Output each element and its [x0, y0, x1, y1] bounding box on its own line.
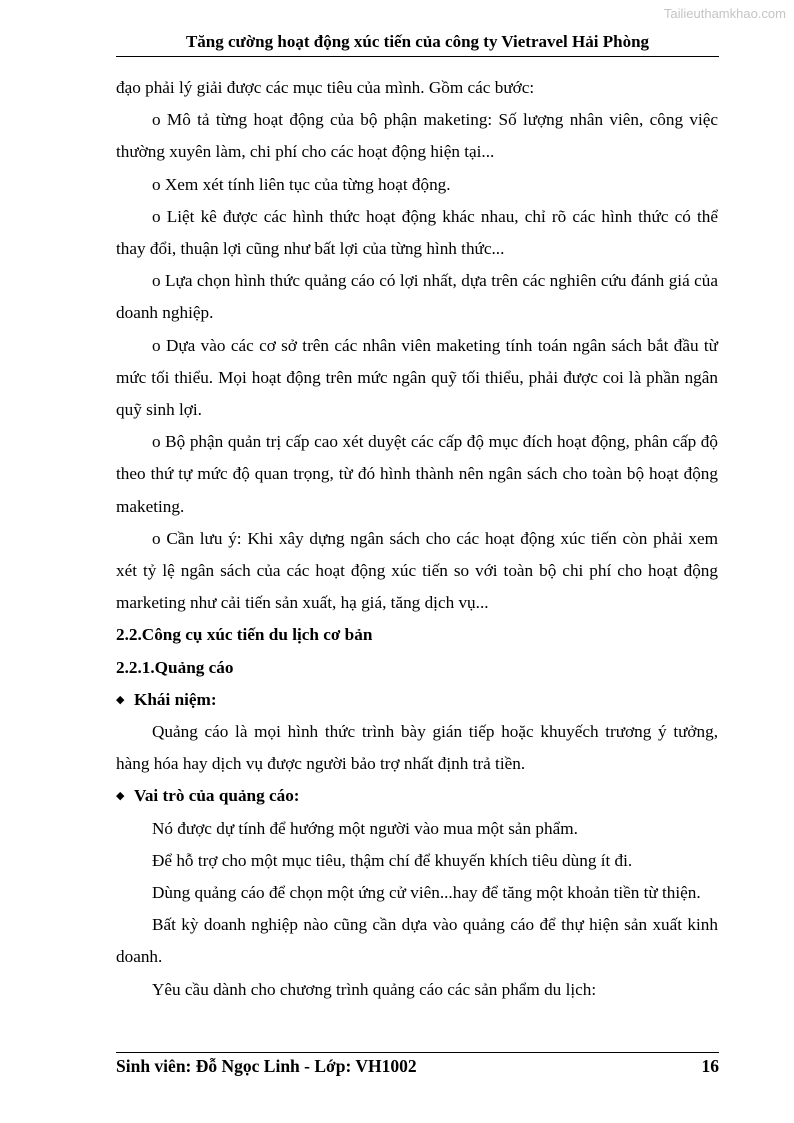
- subsection-heading: 2.2.1.Quảng cáo: [116, 657, 234, 677]
- header-divider: [116, 56, 719, 57]
- list-item: o Xem xét tính liên tục của từng hoạt động.: [152, 174, 451, 194]
- list-item: o Cần lưu ý: Khi xây dựng ngân sách cho các hoạt động xúc tiến còn phải xem xét tỷ lệ ngân sách của các hoạt động xúc tiến so với toàn bộ chi phí cho hoạt động marketing như cải tiến sản xuất, hạ giá, tăng dịch vụ...: [116, 528, 718, 613]
- paragraph: Bất kỳ doanh nghiệp nào cũng cần dựa vào quảng cáo để thự hiện sản xuất kinh doanh.: [116, 915, 718, 967]
- page-footer: [116, 1054, 719, 1078]
- document-body: [116, 72, 718, 1006]
- paragraph: Để hỗ trợ cho một mục tiêu, thậm chí để khuyến khích tiêu dùng ít đi.: [152, 850, 633, 870]
- bullet-heading: [116, 780, 718, 812]
- list-item: o Liệt kê được các hình thức hoạt động khác nhau, chỉ rõ các hình thức có thể thay đổi, thuận lợi cũng như bất lợi của từng hình thức...: [116, 206, 718, 259]
- list-item: o Mô tả từng hoạt động của bộ phận maketing: Số lượng nhân viên, công việc thường xuyên làm, chi phí cho các hoạt động hiện tại...: [116, 110, 718, 162]
- bullet-heading-label: Khái niệm:: [134, 689, 217, 709]
- watermark: Tailieuthamkhao.com: [663, 6, 786, 21]
- diamond-bullet-icon: ◆: [116, 790, 125, 803]
- paragraph: Quảng cáo là mọi hình thức trình bày gián tiếp hoặc khuyếch trương ý tưởng, hàng hóa hay dịch vụ được người bảo trợ nhất định trả tiền.: [116, 722, 718, 774]
- page-header-title: Tăng cường hoạt động xúc tiến của công ty Vietravel Hải Phòng: [185, 32, 650, 51]
- section-heading: 2.2.Công cụ xúc tiến du lịch cơ bản: [116, 625, 373, 645]
- bullet-heading: [116, 684, 718, 716]
- diamond-bullet-icon: ◆: [116, 693, 125, 706]
- paragraph: đạo phải lý giải được các mục tiêu của mình. Gồm các bước:: [116, 78, 535, 97]
- list-item: o Dựa vào các cơ sở trên các nhân viên maketing tính toán ngân sách bắt đầu từ mức tối thiểu. Mọi hoạt động trên mức ngân quỹ tối thiểu, phải được coi là phần ngân quỹ sinh lợi.: [116, 335, 718, 420]
- list-item: o Lựa chọn hình thức quảng cáo có lợi nhất, dựa trên các nghiên cứu đánh giá của doanh nghiệp.: [116, 271, 718, 323]
- paragraph: Dùng quảng cáo để chọn một ứng cử viên...hay để tăng một khoản tiền từ thiện.: [152, 883, 701, 903]
- footer-student: Sinh viên: Đỗ Ngọc Linh - Lớp: VH1002: [116, 1056, 417, 1076]
- list-item: o Bộ phận quản trị cấp cao xét duyệt các cấp độ mục đích hoạt động, phân cấp độ theo thứ tự mức độ quan trọng, từ đó hình thành nên ngân sách cho toàn bộ hoạt động maketing.: [116, 432, 718, 516]
- paragraph: Nó được dự tính để hướng một người vào mua một sản phẩm.: [152, 818, 578, 838]
- footer-divider: [116, 1052, 719, 1053]
- bullet-heading-label: Vai trò của quảng cáo:: [134, 786, 300, 806]
- paragraph: Yêu cầu dành cho chương trình quảng cáo các sản phẩm du lịch:: [152, 979, 597, 999]
- page-number: 16: [701, 1056, 719, 1076]
